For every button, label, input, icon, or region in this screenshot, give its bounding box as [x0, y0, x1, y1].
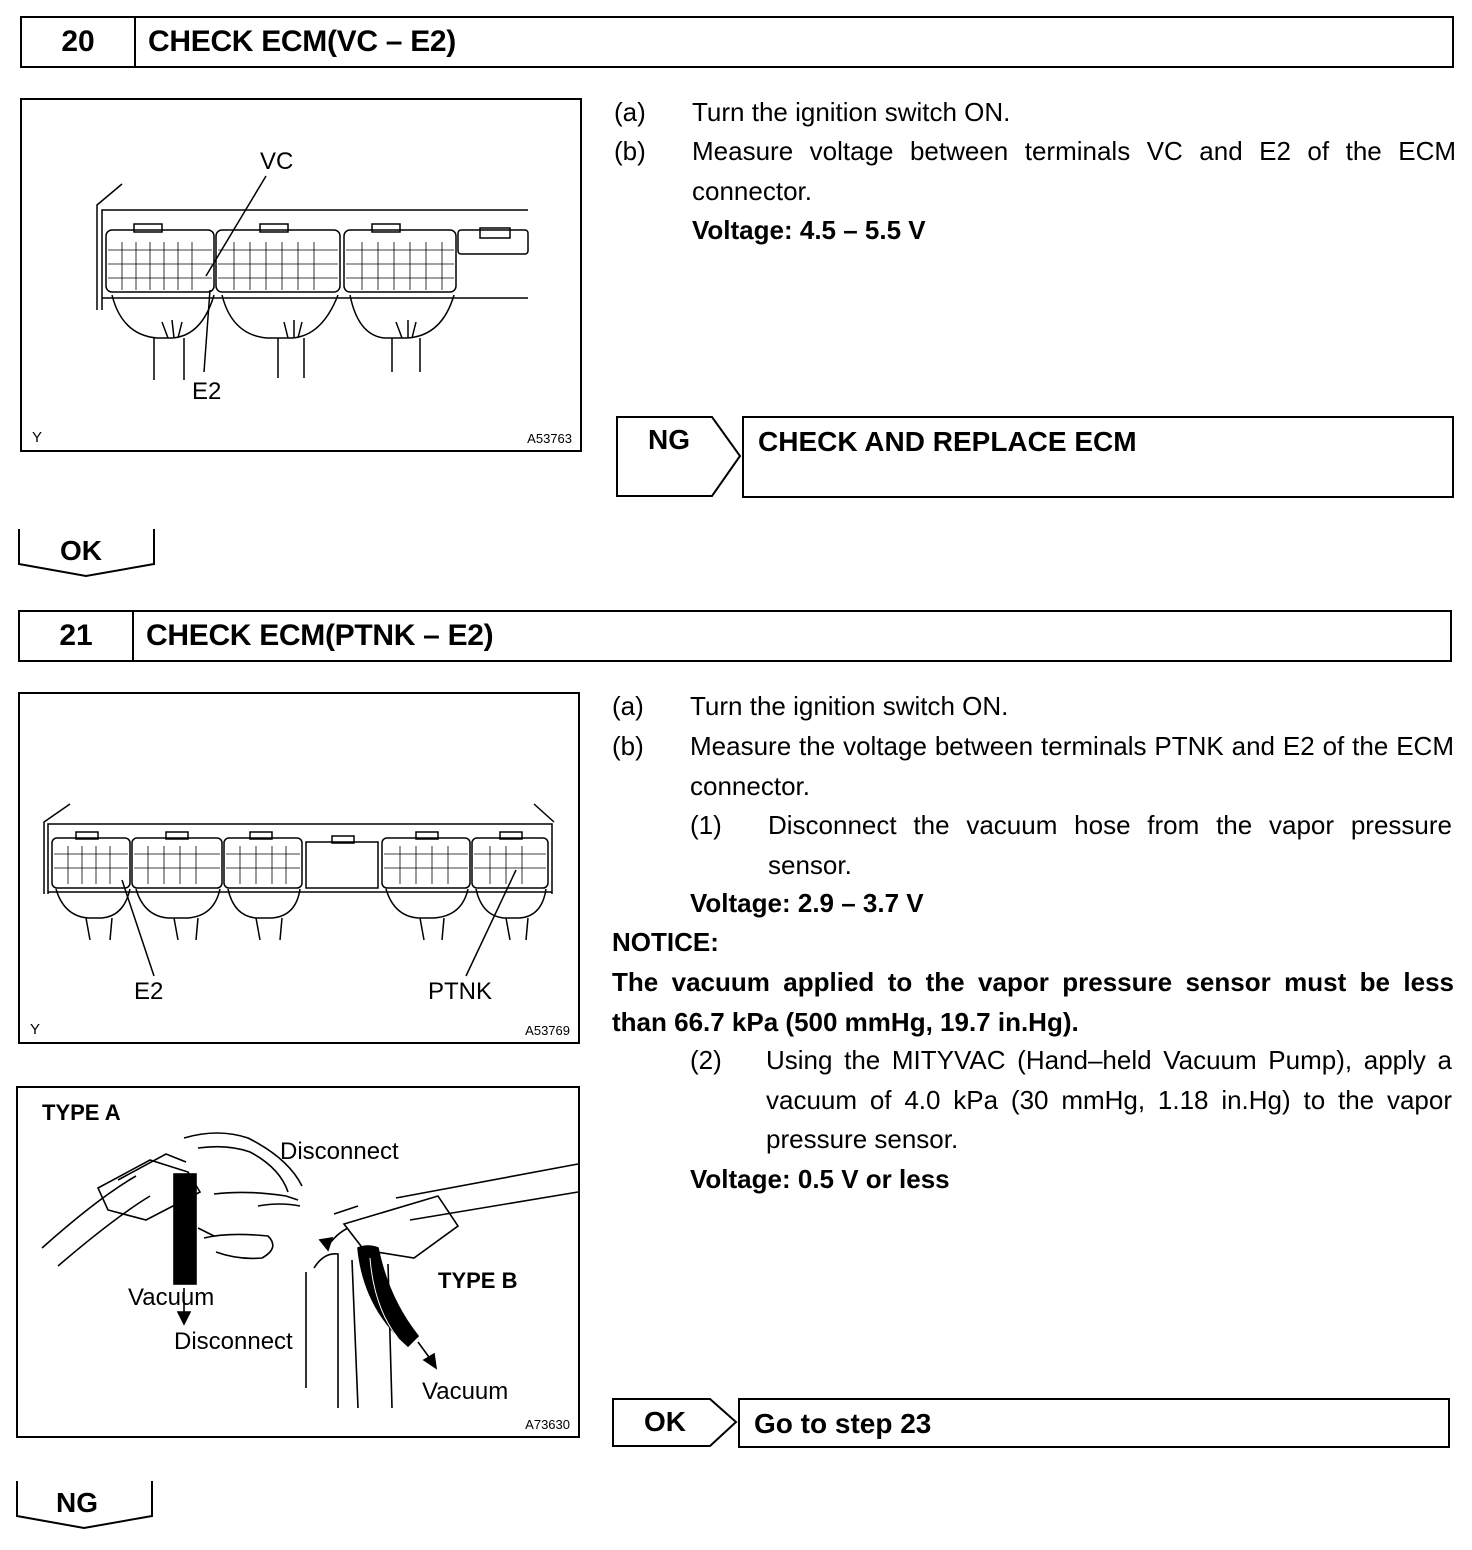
- step-20-header: [20, 16, 1454, 68]
- label-disconnect: Disconnect: [174, 1328, 293, 1355]
- label-vc: VC: [260, 148, 294, 175]
- vapor-sensor-hose-figure: [16, 1086, 580, 1438]
- instruction-text: Using the MITYVAC (Hand–held Vacuum Pump), apply a vacuum of 4.0 kPa (30 mmHg, 1.18 in.Hg) to the vapor pressure sensor.: [766, 1045, 1452, 1154]
- ok-label: OK: [60, 535, 102, 566]
- instruction-text: Turn the ignition switch ON.: [692, 97, 1011, 127]
- ng-label: NG: [648, 424, 690, 455]
- ecm-connector-drawing: [20, 694, 582, 1046]
- step-number: 21: [20, 612, 134, 660]
- label-e2: E2: [192, 378, 222, 405]
- label-vacuum: Vacuum: [128, 1284, 215, 1311]
- figure-corner-left: Y: [32, 429, 43, 446]
- step-number: 20: [22, 18, 136, 66]
- ok-result-box: [738, 1398, 1450, 1448]
- label-disconnect: Disconnect: [280, 1138, 399, 1165]
- instruction-text: Measure voltage between terminals VC and E2 of the ECM connector.: [692, 136, 1456, 206]
- instruction-tag: (b): [614, 136, 646, 166]
- ok-label: OK: [644, 1406, 686, 1437]
- instruction-tag: (a): [612, 691, 644, 721]
- instruction-text: Measure the voltage between terminals PTNK and E2 of the ECM connector.: [690, 731, 1454, 801]
- voltage-spec-1: Voltage: 2.9 – 3.7 V: [690, 888, 924, 918]
- instruction-tag: (1): [690, 810, 722, 840]
- label-vacuum: Vacuum: [422, 1378, 509, 1405]
- ecm-connector-figure-ptnk-e2: [18, 692, 580, 1044]
- label-type-a: TYPE A: [42, 1100, 121, 1125]
- figure-code: A53769: [525, 1023, 570, 1038]
- ecm-connector-drawing: [22, 100, 584, 454]
- instruction-text: Disconnect the vacuum hose from the vapor pressure sensor.: [768, 810, 1452, 880]
- figure-corner-left: Y: [30, 1021, 41, 1038]
- figure-code: A73630: [525, 1417, 570, 1432]
- label-type-b: TYPE B: [438, 1268, 518, 1293]
- label-ptnk: PTNK: [428, 978, 493, 1005]
- step-title: CHECK ECM(VC – E2): [148, 25, 456, 58]
- figure-code: A53763: [527, 431, 572, 446]
- label-e2: E2: [134, 978, 164, 1005]
- instruction-tag: (a): [614, 97, 646, 127]
- ng-result-text: CHECK AND REPLACE ECM: [758, 426, 1137, 457]
- voltage-spec-2: Voltage: 0.5 V or less: [690, 1164, 950, 1194]
- instruction-tag: (b): [612, 731, 644, 761]
- step-21-header: [18, 610, 1452, 662]
- ecm-connector-figure-vc-e2: [20, 98, 582, 452]
- ng-label: NG: [56, 1487, 98, 1518]
- ng-result-box: [742, 416, 1454, 498]
- ok-result-text: Go to step 23: [754, 1408, 932, 1439]
- notice-text: The vacuum applied to the vapor pressure sensor must be less than 66.7 kPa (500 mmHg, 19.7 in.Hg).: [612, 967, 1454, 1037]
- notice-title: NOTICE:: [612, 927, 719, 957]
- voltage-spec: Voltage: 4.5 – 5.5 V: [692, 215, 926, 245]
- step-title: CHECK ECM(PTNK – E2): [146, 619, 494, 652]
- instruction-tag: (2): [690, 1045, 722, 1075]
- instruction-text: Turn the ignition switch ON.: [690, 691, 1009, 721]
